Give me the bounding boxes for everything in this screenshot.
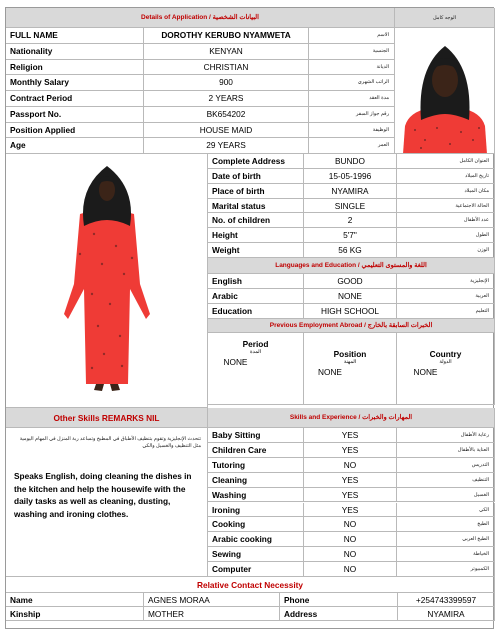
photo-header: الوجه كامل (395, 8, 495, 28)
language-label: Arabic (208, 289, 304, 304)
contact-kinship-label: Kinship (6, 607, 144, 621)
skill-value: YES (304, 503, 397, 518)
language-value: HIGH SCHOOL (304, 304, 397, 319)
language-label-ar: التعليم (397, 304, 495, 319)
skill-value: NO (304, 517, 397, 532)
personal-value: DOROTHY KERUBO NYAMWETA (144, 28, 309, 44)
personal-label: Contract Period (6, 91, 144, 107)
personal-label: Nationality (6, 44, 144, 60)
personal-value: CHRISTIAN (144, 60, 309, 76)
skill-label: Baby Sitting (208, 428, 304, 443)
skill-label: Ironing (208, 503, 304, 518)
other-skills-header: Other Skills REMARKS NIL (6, 408, 208, 428)
personal-label: Age (6, 138, 144, 154)
personal-value: 900 (144, 75, 309, 91)
skill-value: NO (304, 532, 397, 547)
language-value: NONE (304, 289, 397, 304)
personal-value: 2 YEARS (144, 91, 309, 107)
skill-value: YES (304, 428, 397, 443)
personal-label: Position Applied (6, 123, 144, 139)
skill-value: YES (304, 488, 397, 503)
contact-address: NYAMIRA (398, 607, 495, 621)
skill-value: YES (304, 443, 397, 458)
employment-header: Previous Employment Abroad / الخبرات السابقة بالخارج (208, 319, 495, 333)
skill-label-ar: الغسيل (397, 488, 495, 503)
personal-label: Religion (6, 60, 144, 76)
position-header-ar: المهنة (343, 359, 357, 365)
skill-label-ar: التدريس (397, 458, 495, 473)
detail-value: 15-05-1996 (304, 169, 397, 184)
employment-country-column (397, 333, 495, 405)
skill-label-ar: الطبخ العربي (397, 532, 495, 547)
personal-label-ar: الديانة (309, 60, 395, 76)
skill-label-ar: التنظيف (397, 473, 495, 488)
detail-label-ar: العنوان الكامل (397, 154, 495, 169)
country-header: Country (429, 349, 462, 359)
language-label: English (208, 274, 304, 289)
detail-value: SINGLE (304, 199, 397, 214)
personal-label-ar: الاسم (309, 28, 395, 44)
application-header: Details of Application / البيانات الشخصية (6, 8, 395, 28)
skill-value: YES (304, 473, 397, 488)
skill-label: Arabic cooking (208, 532, 304, 547)
country-value: NONE (413, 367, 438, 377)
skill-label: Cleaning (208, 473, 304, 488)
detail-label-ar: الوزن (397, 243, 495, 258)
contact-name: AGNES MORAA (144, 593, 280, 607)
other-skills-text: Speaks English, doing cleaning the dishes in the kitchen and help the housewife with the daily tasks as well as cleaning, dusting, washing and ironing clothes. (14, 471, 192, 519)
skill-label-ar: الطبخ (397, 517, 495, 532)
contact-header: Relative Contact Necessity (6, 577, 495, 593)
skill-label-ar: رعاية الأطفال (397, 428, 495, 443)
detail-label: Height (208, 228, 304, 243)
skill-label: Tutoring (208, 458, 304, 473)
personal-value: KENYAN (144, 44, 309, 60)
skill-label-ar: الكي (397, 503, 495, 518)
detail-value: 5'7" (304, 228, 397, 243)
contact-kinship: MOTHER (144, 607, 280, 621)
skill-label-ar: الخياطة (397, 547, 495, 562)
period-header: Period (242, 339, 269, 349)
language-value: GOOD (304, 274, 397, 289)
skill-label: Children Care (208, 443, 304, 458)
skill-value: NO (304, 547, 397, 562)
personal-label-ar: الوظيفة (309, 123, 395, 139)
position-header: Position (333, 349, 367, 359)
skill-value: NO (304, 458, 397, 473)
skill-value: NO (304, 562, 397, 577)
contact-phone-label: Phone (280, 593, 398, 607)
personal-label: FULL NAME (6, 28, 144, 44)
detail-value: NYAMIRA (304, 184, 397, 199)
languages-header: Languages and Education / اللغة والمستوى التعليمي (208, 258, 495, 274)
personal-value: HOUSE MAID (144, 123, 309, 139)
personal-label-ar: الراتب الشهري (309, 75, 395, 91)
period-header-ar: المدة (249, 349, 262, 355)
full-body-photo (6, 154, 208, 408)
employment-period-column (208, 333, 304, 405)
skills-header: Skills and Experience / المهارات والخبرات (208, 408, 495, 428)
personal-label: Monthly Salary (6, 75, 144, 91)
application-form (5, 7, 494, 629)
personal-value: BK654202 (144, 107, 309, 123)
skill-label: Sewing (208, 547, 304, 562)
detail-label-ar: الحالة الاجتماعية (397, 199, 495, 214)
detail-label: Weight (208, 243, 304, 258)
detail-value: 56 KG (304, 243, 397, 258)
skill-label: Cooking (208, 517, 304, 532)
detail-label-ar: عدد الأطفال (397, 213, 495, 228)
personal-label-ar: مدة العقد (309, 91, 395, 107)
language-label-ar: الإنجليزية (397, 274, 495, 289)
detail-label-ar: مكان الميلاد (397, 184, 495, 199)
country-header-ar: الدولة (439, 359, 452, 365)
detail-label: Date of birth (208, 169, 304, 184)
contact-address-label: Address (280, 607, 398, 621)
detail-label-ar: الطول (397, 228, 495, 243)
period-value: NONE (223, 357, 248, 367)
position-value: NONE (318, 367, 342, 377)
detail-label: Complete Address (208, 154, 304, 169)
contact-phone: +254743399597 (398, 593, 495, 607)
personal-label-ar: رقم جواز السفر (309, 107, 395, 123)
skill-label: Washing (208, 488, 304, 503)
employment-position-column (304, 333, 397, 405)
detail-label-ar: تاريخ الميلاد (397, 169, 495, 184)
personal-label: Passport No. (6, 107, 144, 123)
contact-name-label: Name (6, 593, 144, 607)
headshot-photo (395, 28, 495, 154)
detail-label: No. of children (208, 213, 304, 228)
other-skills-arabic: تتحدث الإنجليزية وتقوم بتنظيف الأطباق في المطبخ وتساعد ربة المنزل في المهام اليومية مثل التنظيف والغسيل والكي (19, 436, 201, 449)
skill-label-ar: العناية بالأطفال (397, 443, 495, 458)
language-label: Education (208, 304, 304, 319)
detail-value: 2 (304, 213, 397, 228)
personal-value: 29 YEARS (144, 138, 309, 154)
detail-label: Place of birth (208, 184, 304, 199)
other-skills-body (6, 428, 208, 577)
skill-label: Computer (208, 562, 304, 577)
skill-label-ar: الكمبيوتر (397, 562, 495, 577)
language-label-ar: العربية (397, 289, 495, 304)
detail-value: BUNDO (304, 154, 397, 169)
detail-label: Marital status (208, 199, 304, 214)
personal-label-ar: الجنسية (309, 44, 395, 60)
personal-label-ar: العمر (309, 138, 395, 154)
